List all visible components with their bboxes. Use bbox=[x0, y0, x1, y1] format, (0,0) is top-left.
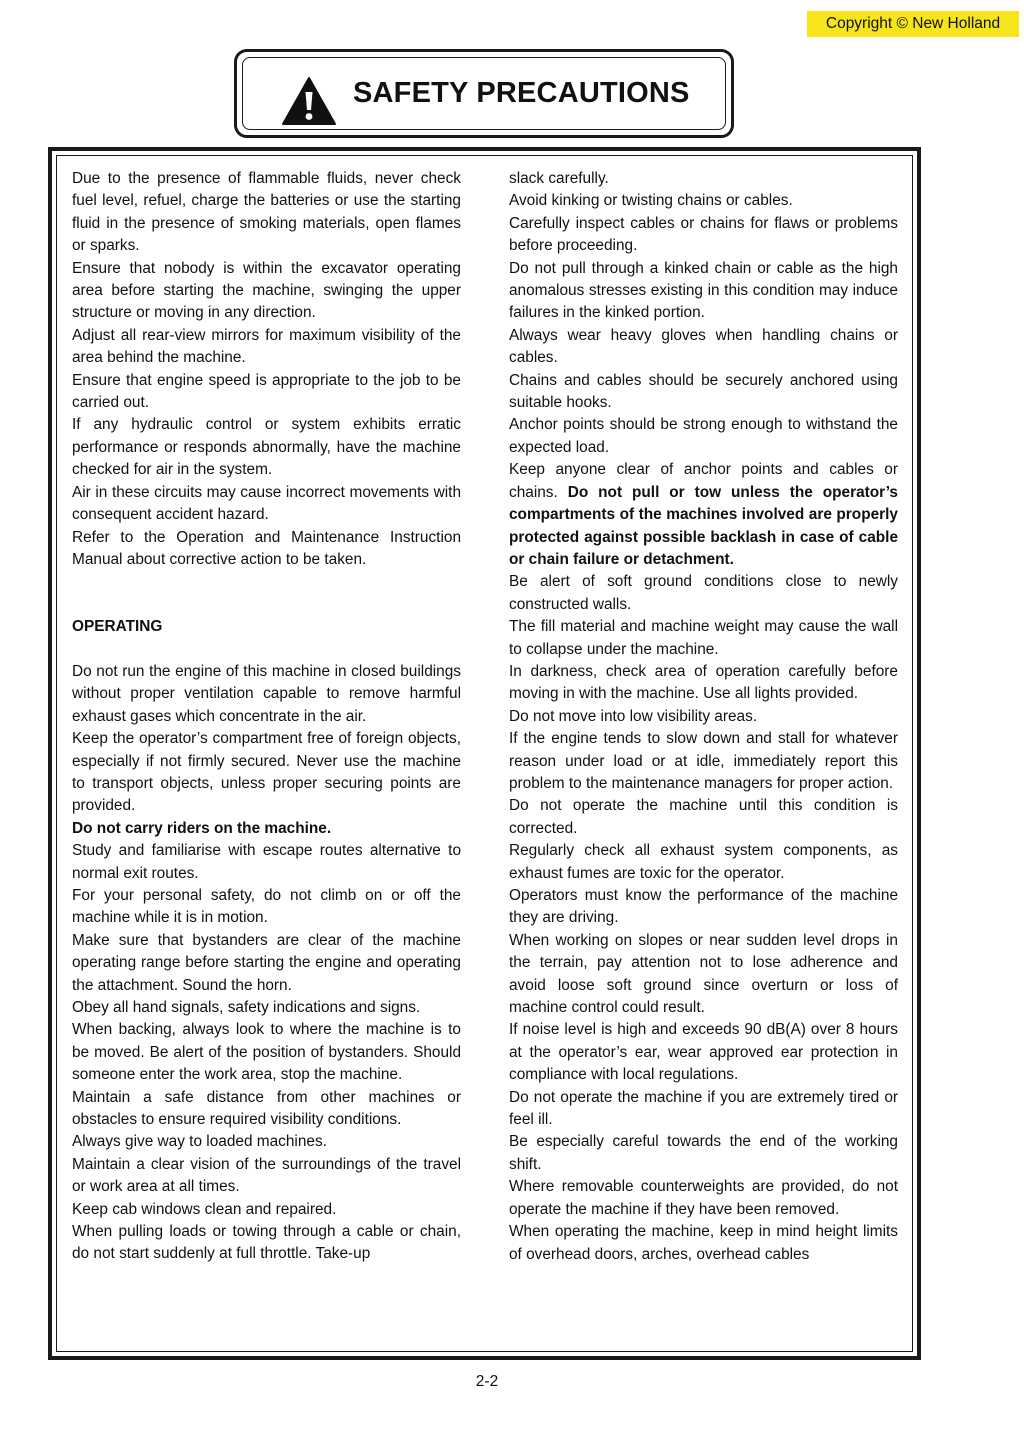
page-number: 2-2 bbox=[475, 1373, 499, 1390]
paragraph: Air in these circuits may cause incorrect movements with consequent accident hazard. bbox=[72, 483, 461, 524]
paragraph: If any hydraulic control or system exhibits erratic performance or responds abnormally, have the machine checked for air in the system. bbox=[72, 416, 461, 479]
paragraph: When working on slopes or near sudden level drops in the terrain, pay attention not to lose adherence and avoid loose soft ground since overturn or loss of machine control could result. bbox=[509, 931, 898, 1017]
paragraph: Adjust all rear-view mirrors for maximum visibility of the area behind the machine. bbox=[72, 326, 461, 367]
title-box bbox=[234, 49, 734, 138]
paragraph: Operators must know the performance of the machine they are driving. bbox=[509, 887, 898, 927]
bold-warning: Do not pull or tow unless the operator’s compartments of the machines involved are properly protected against possible backlash in case of cable or chain failure or detachment. bbox=[509, 483, 898, 568]
paragraph-text: Keep anyone clear of anchor points and cables or chains. bbox=[509, 461, 898, 501]
paragraph: If noise level is high and exceeds 90 dB(A) over 8 hours at the operator’s ear, wear approved ear protection in compliance with local regulations. bbox=[509, 1021, 898, 1084]
paragraph: If the engine tends to slow down and stall for whatever reason under load or at idle, immediately report this problem to the maintenance managers for proper action. bbox=[509, 730, 898, 792]
paragraph: Avoid kinking or twisting chains or cables. bbox=[509, 192, 793, 210]
paragraph: Do not operate the machine if you are extremely tired or feel ill. bbox=[509, 1088, 898, 1129]
paragraph: Be alert of soft ground conditions close to newly constructed walls. bbox=[509, 573, 898, 613]
spacer bbox=[72, 571, 461, 616]
right-column bbox=[509, 168, 898, 1266]
paragraph: Do not pull through a kinked chain or cable as the high anomalous stresses existing in this condition may induce failures in the kinked portion. bbox=[509, 259, 898, 322]
paragraph: Always give way to loaded machines. bbox=[72, 1133, 327, 1151]
paragraph: Regularly check all exhaust system components, as exhaust fumes are toxic for the operator. bbox=[509, 842, 898, 882]
bold-warning: Do not carry riders on the machine. bbox=[72, 819, 332, 837]
paragraph: When operating the machine, keep in mind height limits of overhead doors, arches, overhead cables bbox=[509, 1223, 898, 1263]
warning-triangle-icon bbox=[281, 76, 337, 126]
spacer bbox=[72, 639, 461, 661]
paragraph: Anchor points should be strong enough to withstand the expected load. bbox=[509, 416, 898, 456]
paragraph: Refer to the Operation and Maintenance Instruction Manual about corrective action to be taken. bbox=[72, 528, 461, 568]
left-column bbox=[72, 168, 461, 1266]
paragraph: Carefully inspect cables or chains for flaws or problems before proceeding. bbox=[509, 214, 898, 255]
paragraph: Keep the operator’s compartment free of foreign objects, especially if not firmly secured. Never use the machine to transport objects, unless proper securing points are provided. bbox=[72, 730, 461, 815]
paragraph: Ensure that nobody is within the excavator operating area before starting the machine, swinging the upper structure or moving in any direction. bbox=[72, 259, 461, 322]
paragraph: Always wear heavy gloves when handling chains or cables. bbox=[509, 326, 898, 367]
paragraph: For your personal safety, do not climb on or off the machine while it is in motion. bbox=[72, 886, 461, 927]
paragraph: Maintain a clear vision of the surroundings of the travel or work area at all times. bbox=[72, 1155, 461, 1196]
paragraph: Study and familiarise with escape routes alternative to normal exit routes. bbox=[72, 842, 461, 882]
section-heading-operating: OPERATING bbox=[72, 618, 163, 636]
paragraph: Due to the presence of flammable fluids, never check fuel level, refuel, charge the batteries or use the starting fluid in the presence of smoking materials, open flames or sparks. bbox=[72, 170, 461, 255]
paragraph: Obey all hand signals, safety indications and signs. bbox=[72, 999, 421, 1016]
paragraph: Be especially careful towards the end of the working shift. bbox=[509, 1133, 898, 1173]
page-title: SAFETY PRECAUTIONS bbox=[353, 77, 690, 109]
title-box-inner-border bbox=[242, 57, 726, 130]
paragraph: Keep cab windows clean and repaired. bbox=[72, 1200, 337, 1218]
paragraph: In darkness, check area of operation carefully before moving in with the machine. Use all lights provided. bbox=[509, 662, 898, 703]
paragraph: Do not run the engine of this machine in closed buildings without proper ventilation capable to remove harmful exhaust gases which concentrate in the air. bbox=[72, 662, 461, 725]
copyright-label: Copyright © New Holland bbox=[807, 11, 1019, 37]
paragraph bbox=[509, 459, 898, 571]
paragraph: When pulling loads or towing through a cable or chain, do not start suddenly at full throttle. Take-up bbox=[72, 1223, 461, 1263]
paragraph: slack carefully. bbox=[509, 170, 609, 187]
paragraph: Where removable counterweights are provided, do not operate the machine if they have been removed. bbox=[509, 1178, 898, 1218]
paragraph: Do not operate the machine until this condition is corrected. bbox=[509, 797, 898, 837]
paragraph: When backing, always look to where the machine is to be moved. Be alert of the position of bystanders. Should someone enter the work area, stop the machine. bbox=[72, 1021, 461, 1084]
paragraph: The fill material and machine weight may cause the wall to collapse under the machine. bbox=[509, 618, 898, 658]
paragraph: Make sure that bystanders are clear of the machine operating range before starting the engine and operating the attachment. Sound the horn. bbox=[72, 931, 461, 994]
paragraph: Maintain a safe distance from other machines or obstacles to ensure required visibility conditions. bbox=[72, 1088, 461, 1129]
paragraph: Chains and cables should be securely anchored using suitable hooks. bbox=[509, 371, 898, 412]
paragraph: Do not move into low visibility areas. bbox=[509, 707, 758, 725]
paragraph: Ensure that engine speed is appropriate to the job to be carried out. bbox=[72, 371, 461, 412]
